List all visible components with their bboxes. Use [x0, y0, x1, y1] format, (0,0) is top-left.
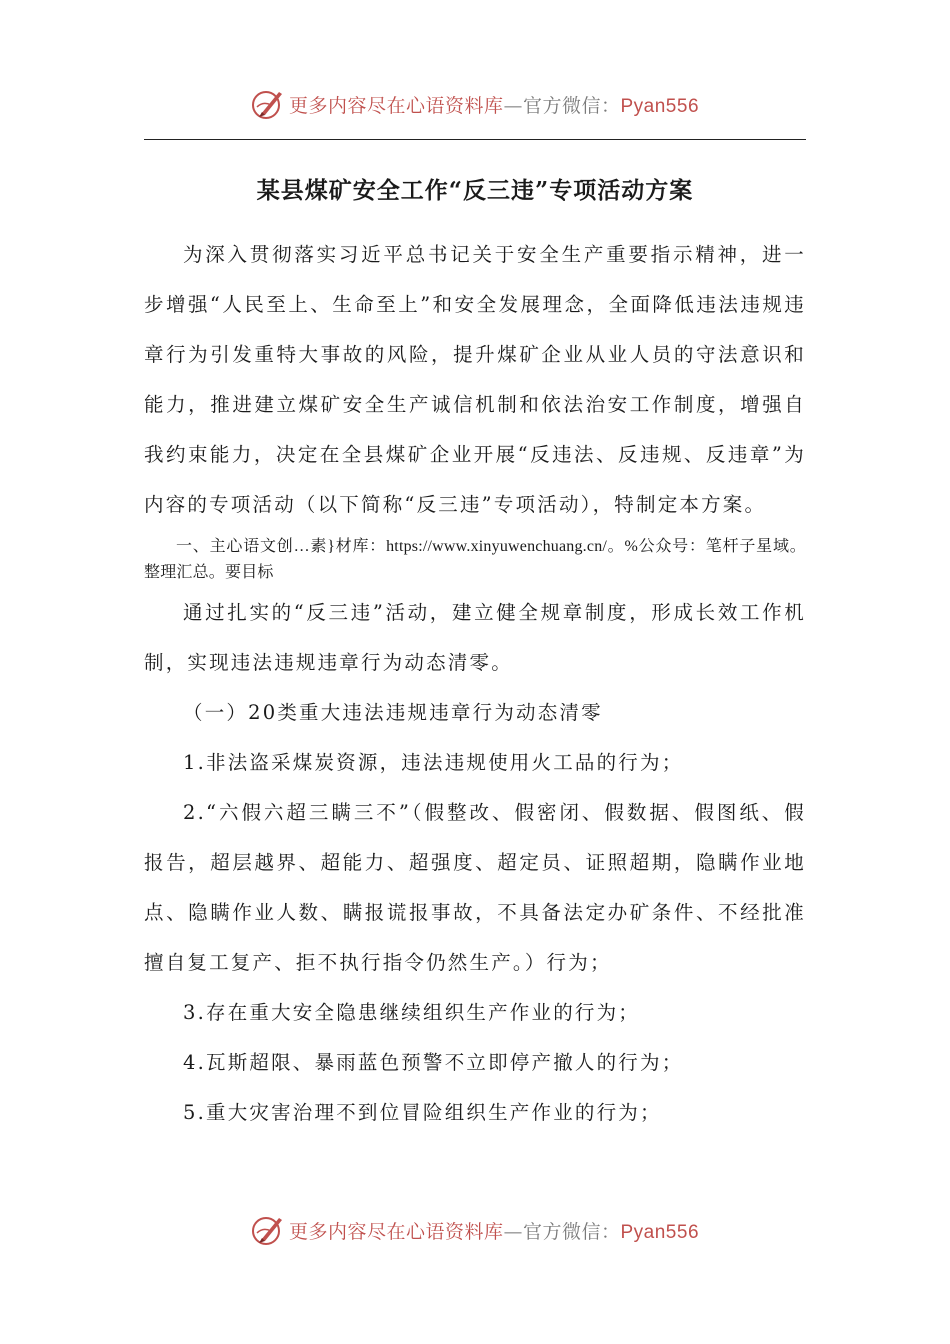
banner-text [289, 1217, 699, 1244]
header-divider [144, 139, 806, 140]
paragraph-section-heading: 一、主心语文创…素}材库：https://www.xinyuwenchuang.cn/。%公众号：笔杆子星域。整理汇总。要目标 [144, 538, 806, 581]
footer-banner [0, 1210, 950, 1250]
banner-main-text: 更多内容尽在心语资料库 [288, 1220, 504, 1243]
banner-main-text: 更多内容尽在心语资料库 [288, 94, 504, 117]
document-body [144, 230, 806, 1138]
paragraph-intro: 为深入贯彻落实习近平总书记关于安全生产重要指示精神，进一步增强“人民至上、生命至上”和安全发展理念，全面降低违法违规违章行为引发重特大事故的风险，提升煤矿企业从业人员的守法意识和能力，推进建立煤矿安全生产诚信机制和依法治安工作制度，增强自我约束能力，决定在全县煤矿企业开展“反违法、反违规、反违章”为内容的专项活动（以下简称“反三违”专项活动），特制定本方案。 [144, 243, 806, 516]
banner-text [289, 91, 699, 118]
footer-banner-content [251, 1213, 699, 1247]
banner-wechat-label: 官方微信： [522, 94, 621, 117]
paragraph-goal: 通过扎实的“反三违”活动，建立健全规章制度，形成长效工作机制，实现违法违规违章行为动态清零。 [144, 601, 806, 674]
banner-separator: — [503, 94, 523, 117]
list-item-2: 2.“六假六超三瞒三不”（假整改、假密闭、假数据、假图纸、假报告，超层越界、超能力、超强度、超定员、证照超期，隐瞒作业地点、隐瞒作业人数、瞒报谎报事故，不具备法定办矿条件、不经批准擅自复工复产、拒不执行指令仍然生产。）行为； [144, 801, 806, 974]
quill-pen-logo-icon [251, 1213, 285, 1247]
header-banner [0, 84, 950, 124]
quill-pen-logo-icon [251, 87, 285, 121]
banner-wechat-label: 官方微信： [522, 1220, 621, 1243]
paragraph-subheading: （一）20类重大违法违规违章行为动态清零 [183, 701, 603, 724]
banner-separator: — [503, 1220, 523, 1243]
list-item-5: 5.重大灾害治理不到位冒险组织生产作业的行为； [183, 1101, 662, 1124]
document-title: 某县煤矿安全工作“反三违”专项活动方案 [256, 177, 694, 204]
banner-wechat-id: Pyan556 [620, 1221, 700, 1243]
list-item-1: 1.非法盗采煤炭资源，违法违规使用火工品的行为； [183, 751, 684, 774]
header-banner-content [251, 87, 699, 121]
list-item-4: 4.瓦斯超限、暴雨蓝色预警不立即停产撤人的行为； [183, 1051, 684, 1074]
banner-wechat-id: Pyan556 [620, 95, 700, 117]
list-item-3: 3.存在重大安全隐患继续组织生产作业的行为； [183, 1001, 641, 1024]
